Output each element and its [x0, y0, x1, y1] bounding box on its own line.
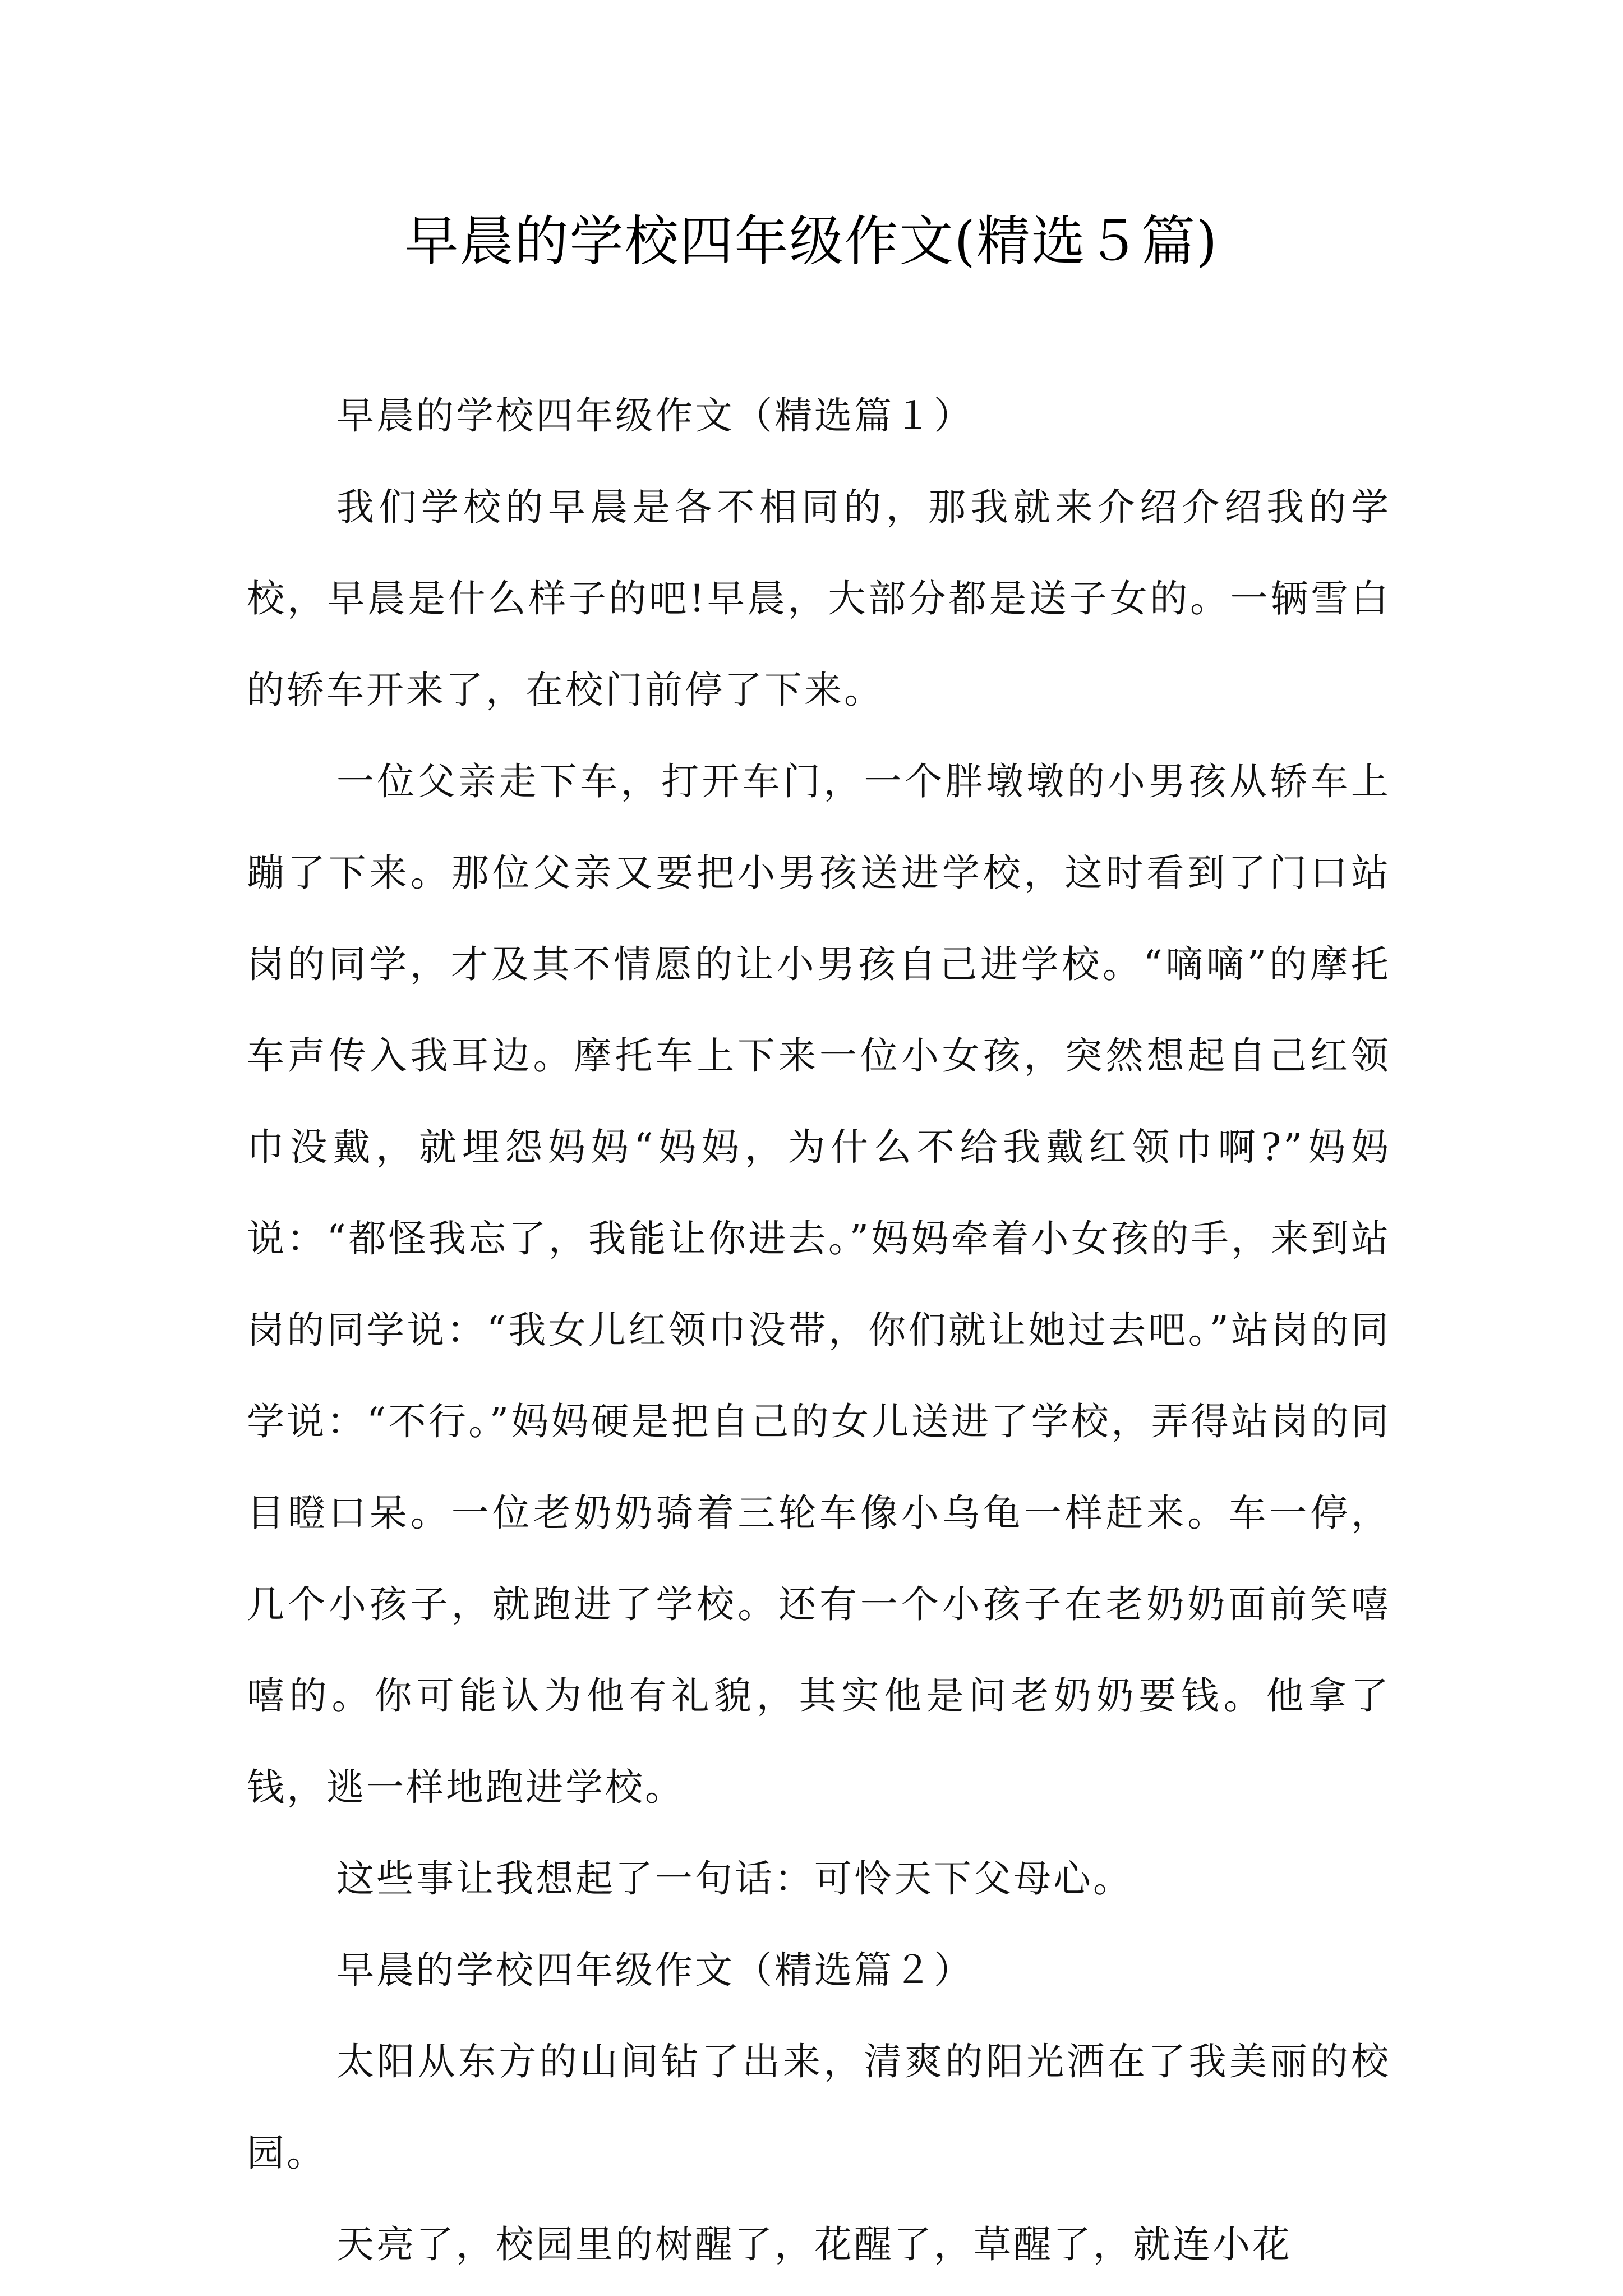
paragraph: 这些事让我想起了一句话：可怜天下父母心。 [336, 1857, 1133, 1901]
document-title: 早晨的学校四年级作文(精选５篇) [404, 210, 1219, 273]
document-body [247, 370, 1391, 2290]
section-heading-2: 早晨的学校四年级作文（精选篇２） [336, 1948, 974, 1992]
paragraph: 我们学校的早晨是各不相同的，那我就来介绍介绍我的学校，早晨是什么样子的吧!早晨，大部分都是送子女的。一辆雪白的轿车开来了，在校门前停了下来。 [247, 485, 1391, 712]
paragraph: 天亮了，校园里的树醒了，花醒了，草醒了，就连小花 [336, 2223, 1292, 2266]
paragraph: 太阳从东方的山间钻了出来，清爽的阳光洒在了我美丽的校园。 [247, 2040, 1391, 2175]
paragraph: 一位父亲走下车，打开车门，一个胖墩墩的小男孩从轿车上蹦了下来。那位父亲又要把小男孩送进学校，这时看到了门口站岗的同学，才及其不情愿的让小男孩自己进学校。“嘀嘀”的摩托车声传入我耳边。摩托车上下来一位小女孩，突然想起自己红领巾没戴，就埋怨妈妈“妈妈，为什么不给我戴红领巾啊?”妈妈说：“都怪我忘了，我能让你进去。”妈妈牵着小女孩的手，来到站岗的同学说：“我女儿红领巾没带，你们就让她过去吧。”站岗的同学说：“不行。”妈妈硬是把自己的女儿送进了学校，弄得站岗的同目瞪口呆。一位老奶奶骑着三轮车像小乌龟一样赶来。车一停，几个小孩子，就跑进了学校。还有一个小孩子在老奶奶面前笑嘻嘻的。你可能认为他有礼貌，其实他是问老奶奶要钱。他拿了钱，逃一样地跑进学校。 [247, 760, 1391, 1809]
section-heading-1: 早晨的学校四年级作文（精选篇１） [336, 394, 974, 438]
